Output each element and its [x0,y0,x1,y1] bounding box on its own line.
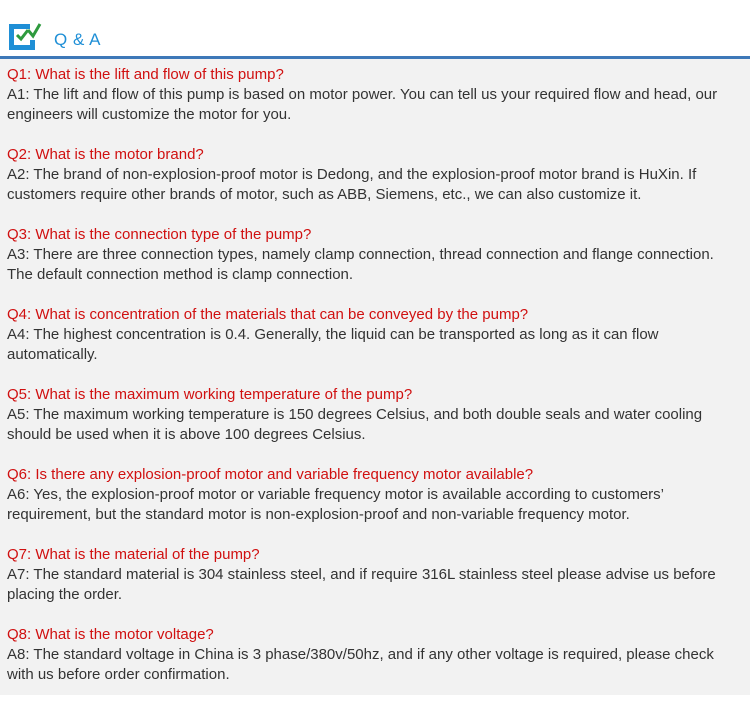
qa-item-6 [7,465,743,525]
answer-3: A3: There are three connection types, namely clamp connection, thread connection and flange connection. The default connection method is clamp connection. [7,246,714,283]
answer-1: A1: The lift and flow of this pump is based on motor power. You can tell us your required flow and head, our engineers will customize the motor for you. [7,86,718,123]
qa-item-4 [7,305,743,365]
question-6: Q6: Is there any explosion-proof motor and variable frequency motor available? [7,466,534,483]
question-4: Q4: What is concentration of the materials that can be conveyed by the pump? [7,306,529,323]
check-square-logo-icon [6,20,42,50]
qa-content [0,59,750,695]
question-5: Q5: What is the maximum working temperature of the pump? [7,386,413,403]
answer-4: A4: The highest concentration is 0.4. Generally, the liquid can be transported as long as it can flow automatically. [7,326,659,363]
header [0,0,750,56]
qa-item-8 [7,625,743,685]
answer-8: A8: The standard voltage in China is 3 phase/380v/50hz, and if any other voltage is required, please check with us before order confirmation. [7,646,714,683]
question-8: Q8: What is the motor voltage? [7,626,214,643]
qa-item-2 [7,145,743,205]
question-3: Q3: What is the connection type of the pump? [7,226,312,243]
answer-7: A7: The standard material is 304 stainless steel, and if require 316L stainless steel please advise us before placing the order. [7,566,716,603]
answer-6: A6: Yes, the explosion-proof motor or variable frequency motor is available according to customers’ requirement, but the standard motor is non-explosion-proof and non-variable frequency motor. [7,486,664,523]
qa-item-5 [7,385,743,445]
question-7: Q7: What is the material of the pump? [7,546,260,563]
qa-item-3 [7,225,743,285]
question-2: Q2: What is the motor brand? [7,146,204,163]
header-title: Q & A [54,30,101,49]
qa-item-1 [7,65,743,125]
qa-item-7 [7,545,743,605]
answer-2: A2: The brand of non-explosion-proof motor is Dedong, and the explosion-proof motor brand is HuXin. If customers require other brands of motor, such as ABB, Siemens, etc., we can also customize it. [7,166,697,203]
answer-5: A5: The maximum working temperature is 150 degrees Celsius, and both double seals and water cooling should be used when it is above 100 degrees Celsius. [7,406,703,443]
question-1: Q1: What is the lift and flow of this pump? [7,66,284,83]
